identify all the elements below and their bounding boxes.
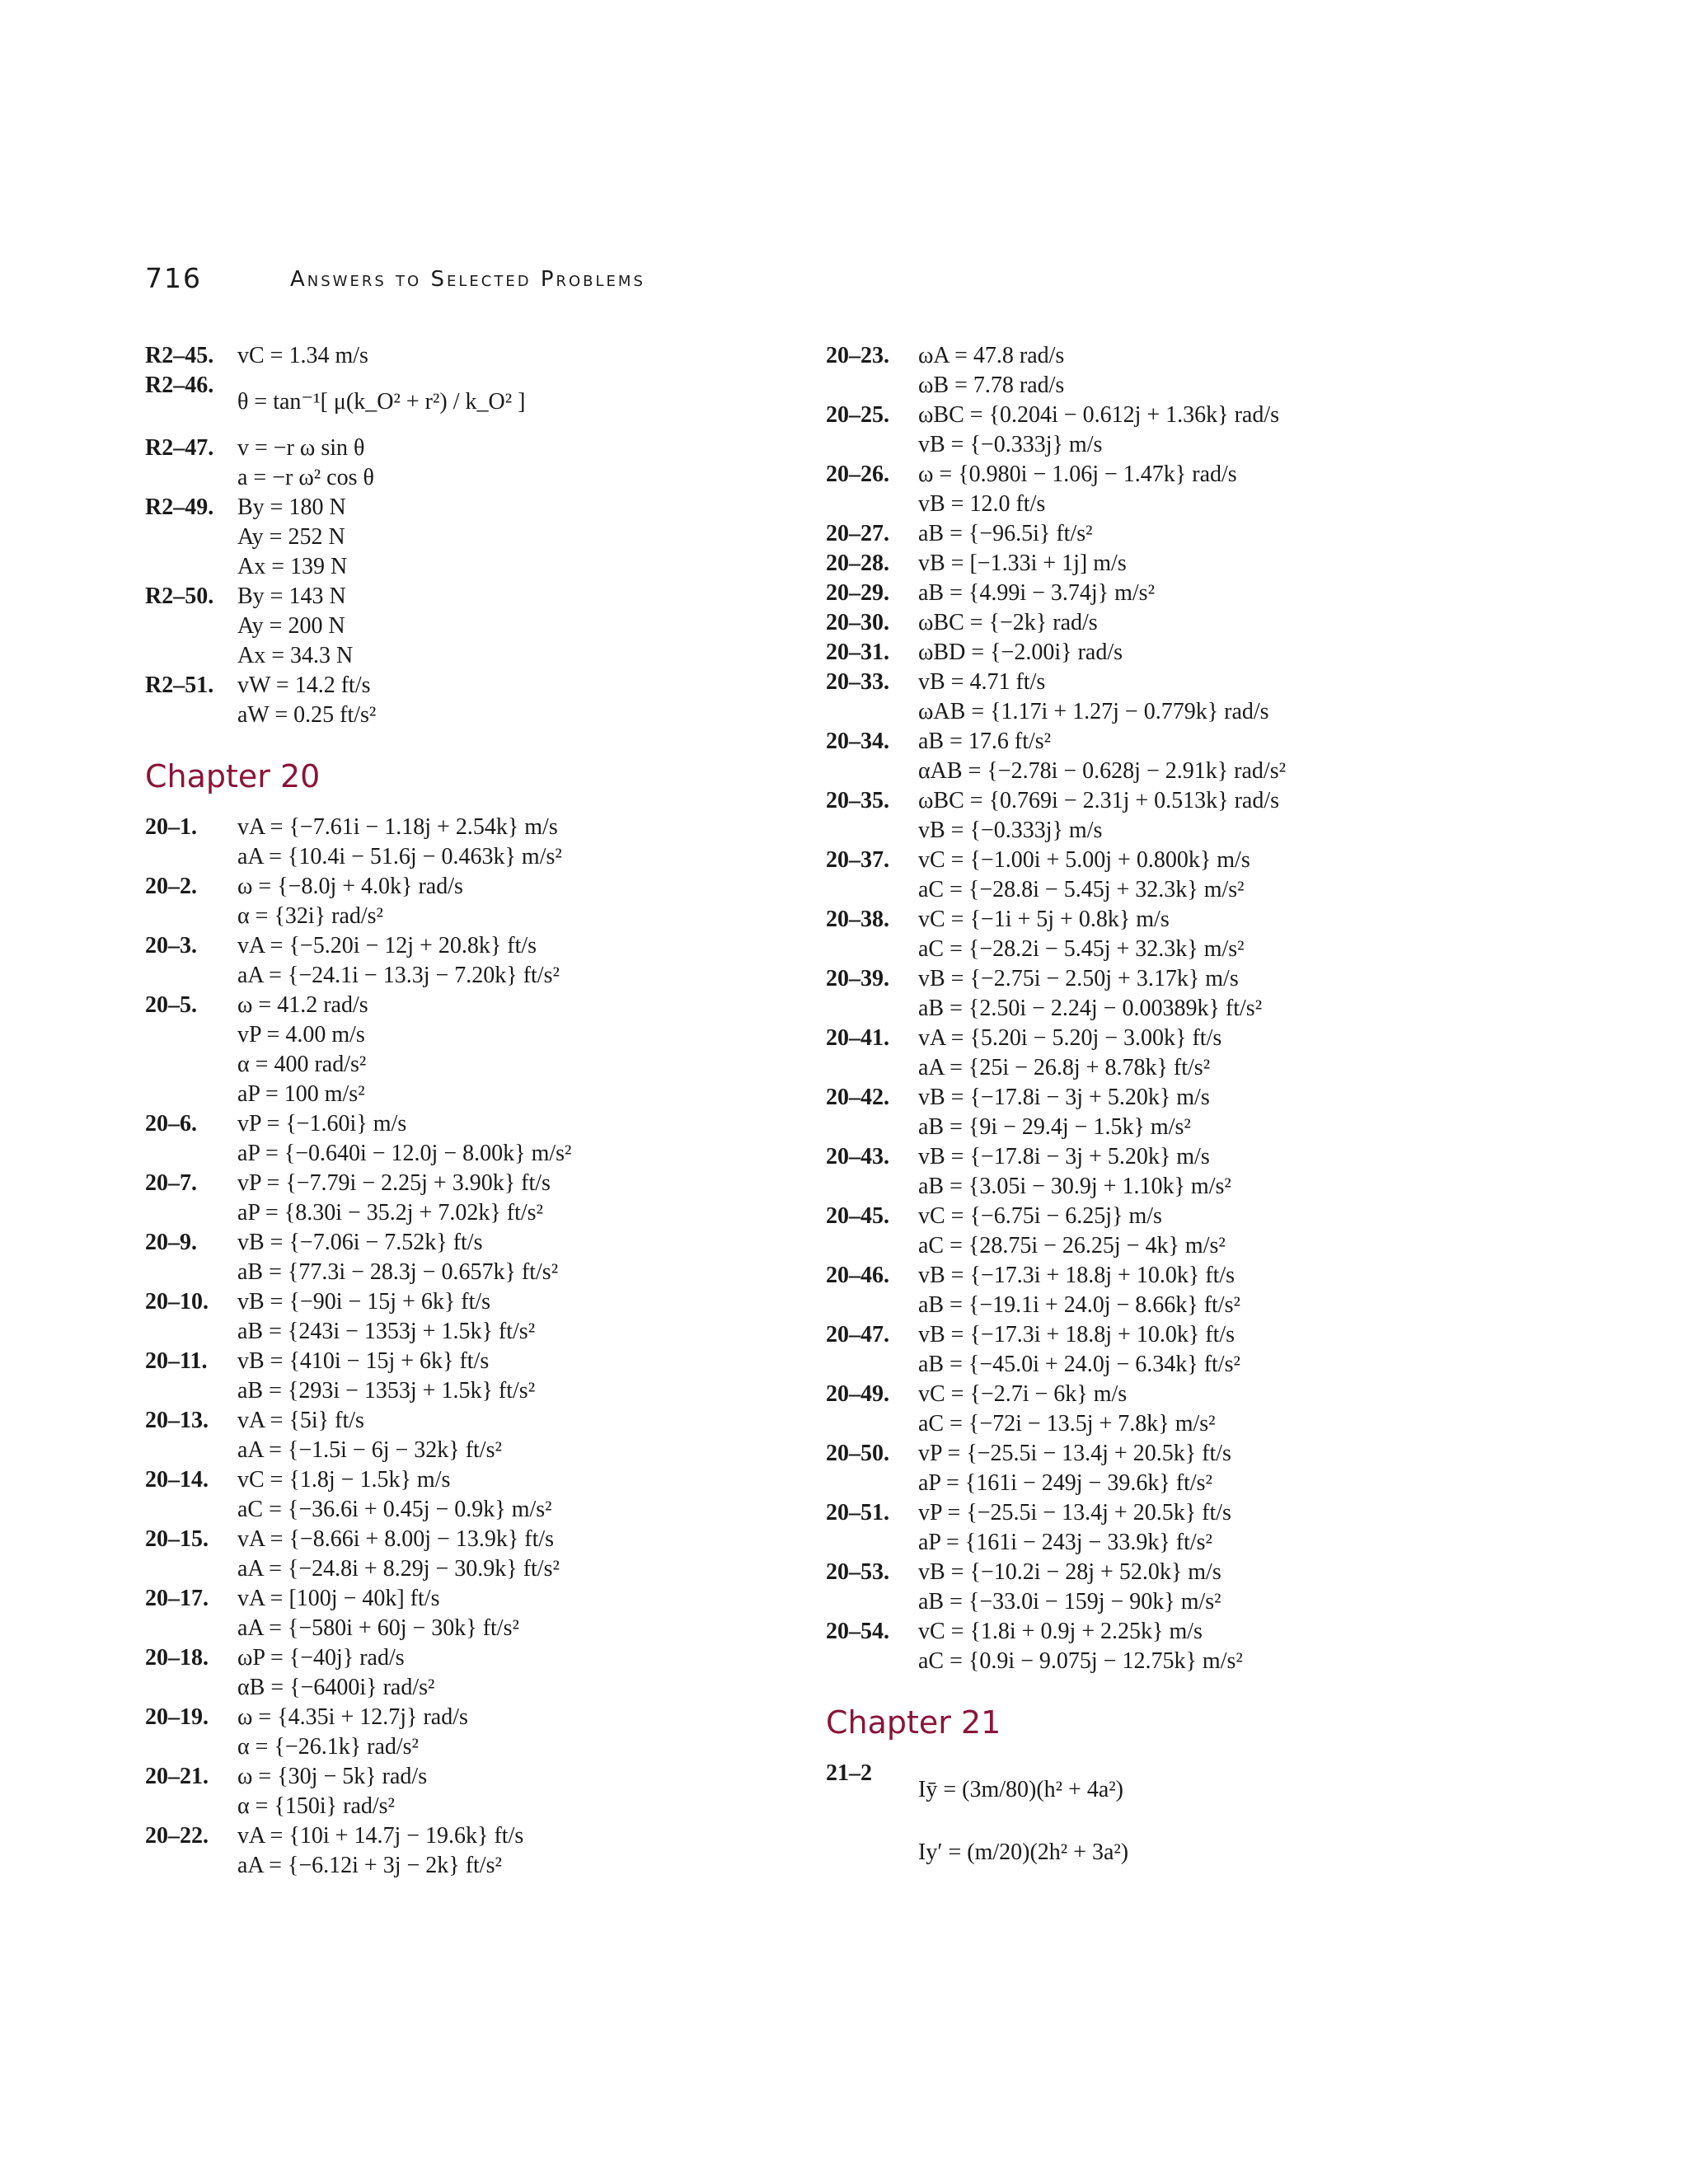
answer-line: aP = 100 m/s² (237, 1081, 365, 1107)
answer-lines (918, 1024, 1502, 1083)
answer-line: vC = {1.8j − 1.5k} m/s (237, 1467, 451, 1493)
answer-lines (237, 1525, 821, 1584)
answer-line: aA = {−24.8i + 8.29j − 30.9k} ft/s² (237, 1556, 560, 1582)
answer-entry-20-29 (826, 579, 1502, 608)
answer-entry-20-31 (826, 638, 1502, 668)
problem-number: 21–2 (826, 1760, 872, 1786)
answer-entry-20-25 (826, 401, 1502, 460)
problem-number: R2–46. (145, 373, 214, 398)
answer-lines (918, 460, 1502, 519)
answer-entry-r2-45 (145, 341, 821, 371)
answer-line: aC = {28.75i − 26.25j − 4k} m/s² (918, 1233, 1226, 1258)
answer-line: ωB = 7.78 rad/s (918, 373, 1065, 398)
answer-lines (237, 1169, 821, 1228)
answer-lines (918, 1202, 1502, 1261)
answer-line: vW = 14.2 ft/s (237, 673, 371, 698)
problem-number: 20–14. (145, 1467, 209, 1493)
answer-line: aC = {−72i − 13.5j + 7.8k} m/s² (918, 1411, 1216, 1436)
page-number: 716 (145, 262, 202, 294)
problem-number: 20–26. (826, 462, 889, 487)
answer-line: aB = {293i − 1353j + 1.5k} ft/s² (237, 1378, 536, 1404)
answer-lines (918, 341, 1502, 401)
problem-number: R2–50. (145, 583, 214, 609)
answer-line: vB = {−17.3i + 18.8j + 10.0k} ft/s (918, 1322, 1236, 1347)
problem-number: 20–29. (826, 580, 889, 606)
answer-line: aB = {2.50i − 2.24j − 0.00389k} ft/s² (918, 996, 1263, 1021)
answer-entry-20-11 (145, 1347, 821, 1406)
answer-line: aC = {−28.2i − 5.45j + 32.3k} m/s² (918, 936, 1245, 962)
answer-lines (918, 846, 1502, 905)
answer-lines (918, 549, 1502, 579)
answer-lines (918, 1142, 1502, 1202)
answer-entry-20-19 (145, 1703, 821, 1762)
answer-lines (237, 1109, 821, 1169)
problem-number: 20–46. (826, 1263, 889, 1288)
answer-lines (918, 727, 1502, 786)
answer-lines (918, 1439, 1502, 1498)
answer-entry-20-23 (826, 341, 1502, 401)
answer-line: aC = {−28.8i − 5.45j + 32.3k} m/s² (918, 877, 1245, 902)
answer-entry-20-34 (826, 727, 1502, 786)
problem-number: 20–54. (826, 1619, 889, 1644)
left-column (145, 341, 821, 1881)
answer-line: αB = {−6400i} rad/s² (237, 1675, 435, 1700)
answer-line: vC = {−2.7i − 6k} m/s (918, 1381, 1128, 1407)
answer-line: α = {150i} rad/s² (237, 1793, 395, 1819)
problem-number: 20–7. (145, 1170, 197, 1196)
answer-line: aA = {−580i + 60j − 30k} ft/s² (237, 1615, 519, 1641)
answer-entry-20-17 (145, 1584, 821, 1643)
answer-line: By = 180 N (237, 494, 346, 520)
answer-lines (237, 931, 821, 991)
answer-entry-20-2 (145, 872, 821, 931)
answer-entry-20-18 (145, 1643, 821, 1703)
answer-lines (237, 1465, 821, 1525)
answer-line: aP = {161i − 243j − 33.9k} ft/s² (918, 1530, 1212, 1555)
answer-entry-r2-46 (145, 371, 821, 434)
answer-lines (918, 1261, 1502, 1320)
answer-line: ωA = 47.8 rad/s (918, 343, 1065, 368)
problem-number: 20–9. (145, 1230, 197, 1255)
answer-lines (918, 1759, 1502, 1884)
answer-entry-20-51 (826, 1498, 1502, 1558)
problem-number: 20–5. (145, 992, 197, 1018)
answer-lines (918, 608, 1502, 638)
answer-line: ωBD = {−2.00i} rad/s (918, 640, 1123, 665)
answer-line: aC = {0.9i − 9.075j − 12.75k} m/s² (918, 1648, 1243, 1674)
answer-entry-20-39 (826, 964, 1502, 1024)
problem-number: 20–45. (826, 1203, 889, 1229)
answer-line: ωBC = {0.204i − 0.612j + 1.36k} rad/s (918, 402, 1280, 428)
problem-number: 20–33. (826, 669, 889, 695)
answer-line: ω = {30j − 5k} rad/s (237, 1764, 428, 1789)
answer-lines (918, 1558, 1502, 1617)
answer-lines (237, 1703, 821, 1762)
answer-line: α = 400 rad/s² (237, 1052, 367, 1077)
problem-number: 20–1. (145, 814, 197, 840)
answer-entry-20-53 (826, 1558, 1502, 1617)
answer-line: α = {−26.1k} rad/s² (237, 1734, 419, 1760)
answer-line: Ax = 34.3 N (237, 643, 354, 668)
answer-line: aP = {161i − 249j − 39.6k} ft/s² (918, 1470, 1212, 1496)
answer-lines (237, 1762, 821, 1821)
answer-line: vP = {−1.60i} m/s (237, 1111, 407, 1137)
answer-line: vB = {−0.333j} m/s (918, 818, 1103, 843)
answer-line: Iy′ = (m/20)(2h² + 3a²) (918, 1840, 1129, 1865)
answer-lines (918, 786, 1502, 846)
answer-lines (237, 1406, 821, 1465)
answer-line: ω = 41.2 rad/s (237, 992, 368, 1018)
answer-entry-20-22 (145, 1821, 821, 1881)
answer-lines (918, 579, 1502, 608)
answer-line: ω = {0.980i − 1.06j − 1.47k} rad/s (918, 462, 1237, 487)
answer-lines (237, 1584, 821, 1643)
answer-line: vP = {−7.79i − 2.25j + 3.90k} ft/s (237, 1170, 551, 1196)
answer-entry-20-30 (826, 608, 1502, 638)
answer-line: vC = {1.8i + 0.9j + 2.25k} m/s (918, 1619, 1203, 1644)
answer-lines (237, 872, 821, 931)
answer-line: θ = tan⁻¹[ μ(k_O² + r²) / k_O² ] (237, 389, 526, 415)
problem-number: 20–28. (826, 551, 889, 576)
answer-line: a = −r ω² cos θ (237, 465, 374, 490)
answer-lines (918, 1380, 1502, 1439)
answer-entry-20-54 (826, 1617, 1502, 1676)
problem-number: 20–38. (826, 907, 889, 932)
answer-line: vA = {−7.61i − 1.18j + 2.54k} m/s (237, 814, 558, 840)
answer-line: ω = {−8.0j + 4.0k} rad/s (237, 874, 463, 899)
answer-entry-r2-51 (145, 671, 821, 730)
answer-entry-20-15 (145, 1525, 821, 1584)
problem-number: R2–51. (145, 673, 214, 698)
answer-entry-20-10 (145, 1287, 821, 1347)
answer-line: v = −r ω sin θ (237, 435, 365, 461)
answer-line: aB = {−19.1i + 24.0j − 8.66k} ft/s² (918, 1292, 1240, 1318)
answer-line: vB = 4.71 ft/s (918, 669, 1046, 695)
answer-line: vP = {−25.5i − 13.4j + 20.5k} ft/s (918, 1441, 1231, 1466)
answer-entry-20-27 (826, 519, 1502, 549)
answer-lines (918, 638, 1502, 668)
problem-number: 20–27. (826, 521, 889, 546)
answer-entry-20-42 (826, 1083, 1502, 1142)
problem-number: 20–50. (826, 1441, 889, 1466)
answer-line: aB = {3.05i − 30.9j + 1.10k} m/s² (918, 1174, 1231, 1199)
answer-line: aA = {25i − 26.8j + 8.78k} ft/s² (918, 1055, 1211, 1080)
answer-line: vA = {−8.66i + 8.00j − 13.9k} ft/s (237, 1526, 555, 1552)
answer-line: vA = {−5.20i − 12j + 20.8k} ft/s (237, 933, 537, 958)
answer-entry-20-50 (826, 1439, 1502, 1498)
problem-number: 20–17. (145, 1586, 209, 1611)
answer-lines (237, 1821, 821, 1881)
answer-line: vC = {−6.75i − 6.25j} m/s (918, 1203, 1162, 1229)
chapter-heading: Chapter 21 (826, 1704, 1001, 1741)
answer-entry-20-1 (145, 813, 821, 872)
answer-line: Ax = 139 N (237, 554, 348, 579)
answer-lines (918, 1498, 1502, 1558)
answer-lines (918, 905, 1502, 964)
answer-lines (237, 671, 821, 730)
answer-line: Ay = 252 N (237, 524, 345, 550)
answer-line: vP = 4.00 m/s (237, 1022, 365, 1047)
problem-number: 20–43. (826, 1144, 889, 1169)
answer-line: vA = {5i} ft/s (237, 1408, 364, 1433)
answer-entry-20-7 (145, 1169, 821, 1228)
answer-entry-20-26 (826, 460, 1502, 519)
answer-lines (237, 1643, 821, 1703)
answer-line: vB = {−2.75i − 2.50j + 3.17k} m/s (918, 966, 1239, 991)
answer-lines (918, 519, 1502, 549)
answer-entry-r2-49 (145, 493, 821, 582)
problem-number: 20–47. (826, 1322, 889, 1347)
answer-line: aB = {77.3i − 28.3j − 0.657k} ft/s² (237, 1259, 559, 1285)
problem-number: 20–6. (145, 1111, 197, 1137)
answer-line: vA = [100j − 40k] ft/s (237, 1586, 440, 1611)
answer-line: aB = {9i − 29.4j − 1.5k} m/s² (918, 1114, 1191, 1140)
running-head: Answers to Selected Problems (290, 267, 645, 292)
problem-number: 20–19. (145, 1704, 209, 1730)
answer-line: By = 143 N (237, 583, 346, 609)
answer-line: vC = {−1i + 5j + 0.8k} m/s (918, 907, 1170, 932)
answer-line: vB = [−1.33i + 1j] m/s (918, 551, 1127, 576)
answer-entry-20-14 (145, 1465, 821, 1525)
answer-line: aB = {−33.0i − 159j − 90k} m/s² (918, 1589, 1221, 1615)
answer-line: ωP = {−40j} rad/s (237, 1645, 405, 1671)
answer-entry-20-37 (826, 846, 1502, 905)
answer-lines (237, 813, 821, 872)
problem-number: 20–21. (145, 1764, 209, 1789)
problem-number: 20–49. (826, 1381, 889, 1407)
answer-line: vB = {−0.333j} m/s (918, 432, 1103, 457)
answer-lines (237, 434, 821, 493)
answer-lines (237, 582, 821, 671)
answer-lines (237, 341, 821, 371)
answer-line: aA = {−24.1i − 13.3j − 7.20k} ft/s² (237, 963, 560, 988)
answer-lines (918, 401, 1502, 460)
answer-lines (918, 964, 1502, 1024)
answer-line: aA = {10.4i − 51.6j − 0.463k} m/s² (237, 844, 562, 869)
answer-entry-20-46 (826, 1261, 1502, 1320)
answer-line: vA = {10i + 14.7j − 19.6k} ft/s (237, 1823, 524, 1849)
answer-line: Iȳ = (3m/80)(h² + 4a²) (918, 1777, 1123, 1802)
answer-entry-20-49 (826, 1380, 1502, 1439)
answer-line: vB = {−7.06i − 7.52k} ft/s (237, 1230, 483, 1255)
problem-number: 20–31. (826, 640, 889, 665)
problem-number: 20–34. (826, 729, 889, 754)
answer-lines (237, 1347, 821, 1406)
answer-lines (918, 668, 1502, 727)
answer-line: aB = 17.6 ft/s² (918, 729, 1052, 754)
answer-line: aB = {−45.0i + 24.0j − 6.34k} ft/s² (918, 1352, 1240, 1377)
problem-number: 20–22. (145, 1823, 209, 1849)
problem-number: 20–3. (145, 933, 197, 958)
answer-line: αAB = {−2.78i − 0.628j − 2.91k} rad/s² (918, 758, 1286, 784)
answer-line: vB = {−17.3i + 18.8j + 10.0k} ft/s (918, 1263, 1236, 1288)
answer-line: aA = {−6.12i + 3j − 2k} ft/s² (237, 1853, 502, 1878)
answer-entry-20-35 (826, 786, 1502, 846)
answer-line: aW = 0.25 ft/s² (237, 702, 377, 728)
answer-entry-20-28 (826, 549, 1502, 579)
answer-lines (918, 1320, 1502, 1380)
problem-number: 20–13. (145, 1408, 209, 1433)
answer-entry-20-41 (826, 1024, 1502, 1083)
answer-entry-20-3 (145, 931, 821, 991)
problem-number: 20–30. (826, 610, 889, 635)
problem-number: R2–45. (145, 343, 214, 368)
problem-number: 20–41. (826, 1025, 889, 1051)
problem-number: 20–15. (145, 1526, 209, 1552)
answer-line: aB = {−96.5i} ft/s² (918, 521, 1093, 546)
problem-number: 20–23. (826, 343, 889, 368)
answer-entry-20-21 (145, 1762, 821, 1821)
answer-entry-20-5 (145, 991, 821, 1109)
answer-entry-20-45 (826, 1202, 1502, 1261)
answer-line: Ay = 200 N (237, 613, 345, 639)
problem-number: 20–39. (826, 966, 889, 991)
answer-lines (237, 991, 821, 1109)
problem-number: 20–35. (826, 788, 889, 813)
answer-entry-20-13 (145, 1406, 821, 1465)
problem-number: 20–42. (826, 1085, 889, 1110)
problem-number: 20–37. (826, 847, 889, 873)
answer-lines (237, 1287, 821, 1347)
answer-lines (918, 1083, 1502, 1142)
answer-line: vB = {−17.8i − 3j + 5.20k} m/s (918, 1085, 1210, 1110)
problem-number: 20–25. (826, 402, 889, 428)
answer-entry-20-33 (826, 668, 1502, 727)
answer-entry-20-43 (826, 1142, 1502, 1202)
problem-number: 20–11. (145, 1348, 208, 1374)
problem-number: 20–51. (826, 1500, 889, 1526)
answer-line: vA = {5.20i − 5.20j − 3.00k} ft/s (918, 1025, 1222, 1051)
answer-line: vP = {−25.5i − 13.4j + 20.5k} ft/s (918, 1500, 1231, 1526)
problem-number: 20–53. (826, 1559, 889, 1585)
answer-line: ω = {4.35i + 12.7j} rad/s (237, 1704, 468, 1730)
answer-entry-20-9 (145, 1228, 821, 1287)
answer-line: vB = {−10.2i − 28j + 52.0k} m/s (918, 1559, 1221, 1585)
answer-entry-r2-47 (145, 434, 821, 493)
problem-number: 20–18. (145, 1645, 209, 1671)
answer-line: ωBC = {−2k} rad/s (918, 610, 1098, 635)
answer-line: vB = {−17.8i − 3j + 5.20k} m/s (918, 1144, 1210, 1169)
answer-line: vC = 1.34 m/s (237, 343, 368, 368)
problem-number: 20–10. (145, 1289, 209, 1315)
right-column (826, 341, 1502, 1884)
answer-line: aB = {4.99i − 3.74j} m/s² (918, 580, 1155, 606)
answer-line: aC = {−36.6i + 0.45j − 0.9k} m/s² (237, 1497, 552, 1522)
answer-line: aP = {8.30i − 35.2j + 7.02k} ft/s² (237, 1200, 543, 1226)
chapter-heading: Chapter 20 (145, 758, 321, 794)
answer-line: α = {32i} rad/s² (237, 903, 383, 929)
answer-entry-20-38 (826, 905, 1502, 964)
answer-entry-20-6 (145, 1109, 821, 1169)
answer-lines (918, 1617, 1502, 1676)
answer-lines (237, 371, 821, 434)
problem-number: R2–49. (145, 494, 214, 520)
answer-line: vC = {−1.00i + 5.00j + 0.800k} m/s (918, 847, 1250, 873)
answer-line: vB = {−90i − 15j + 6k} ft/s (237, 1289, 491, 1315)
answer-line: aP = {−0.640i − 12.0j − 8.00k} m/s² (237, 1141, 572, 1166)
answer-lines (237, 493, 821, 582)
answer-entry-21-2 (826, 1759, 1502, 1884)
answer-entry-r2-50 (145, 582, 821, 671)
answer-line: aA = {−1.5i − 6j − 32k} ft/s² (237, 1437, 502, 1463)
problem-number: R2–47. (145, 435, 214, 461)
answer-line: ωAB = {1.17i + 1.27j − 0.779k} rad/s (918, 699, 1269, 724)
answer-lines (237, 1228, 821, 1287)
answer-line: vB = 12.0 ft/s (918, 491, 1046, 517)
answer-line: aB = {243i − 1353j + 1.5k} ft/s² (237, 1319, 536, 1344)
answer-line: vB = {410i − 15j + 6k} ft/s (237, 1348, 490, 1374)
answer-entry-20-47 (826, 1320, 1502, 1380)
answer-line: ωBC = {0.769i − 2.31j + 0.513k} rad/s (918, 788, 1280, 813)
problem-number: 20–2. (145, 874, 197, 899)
